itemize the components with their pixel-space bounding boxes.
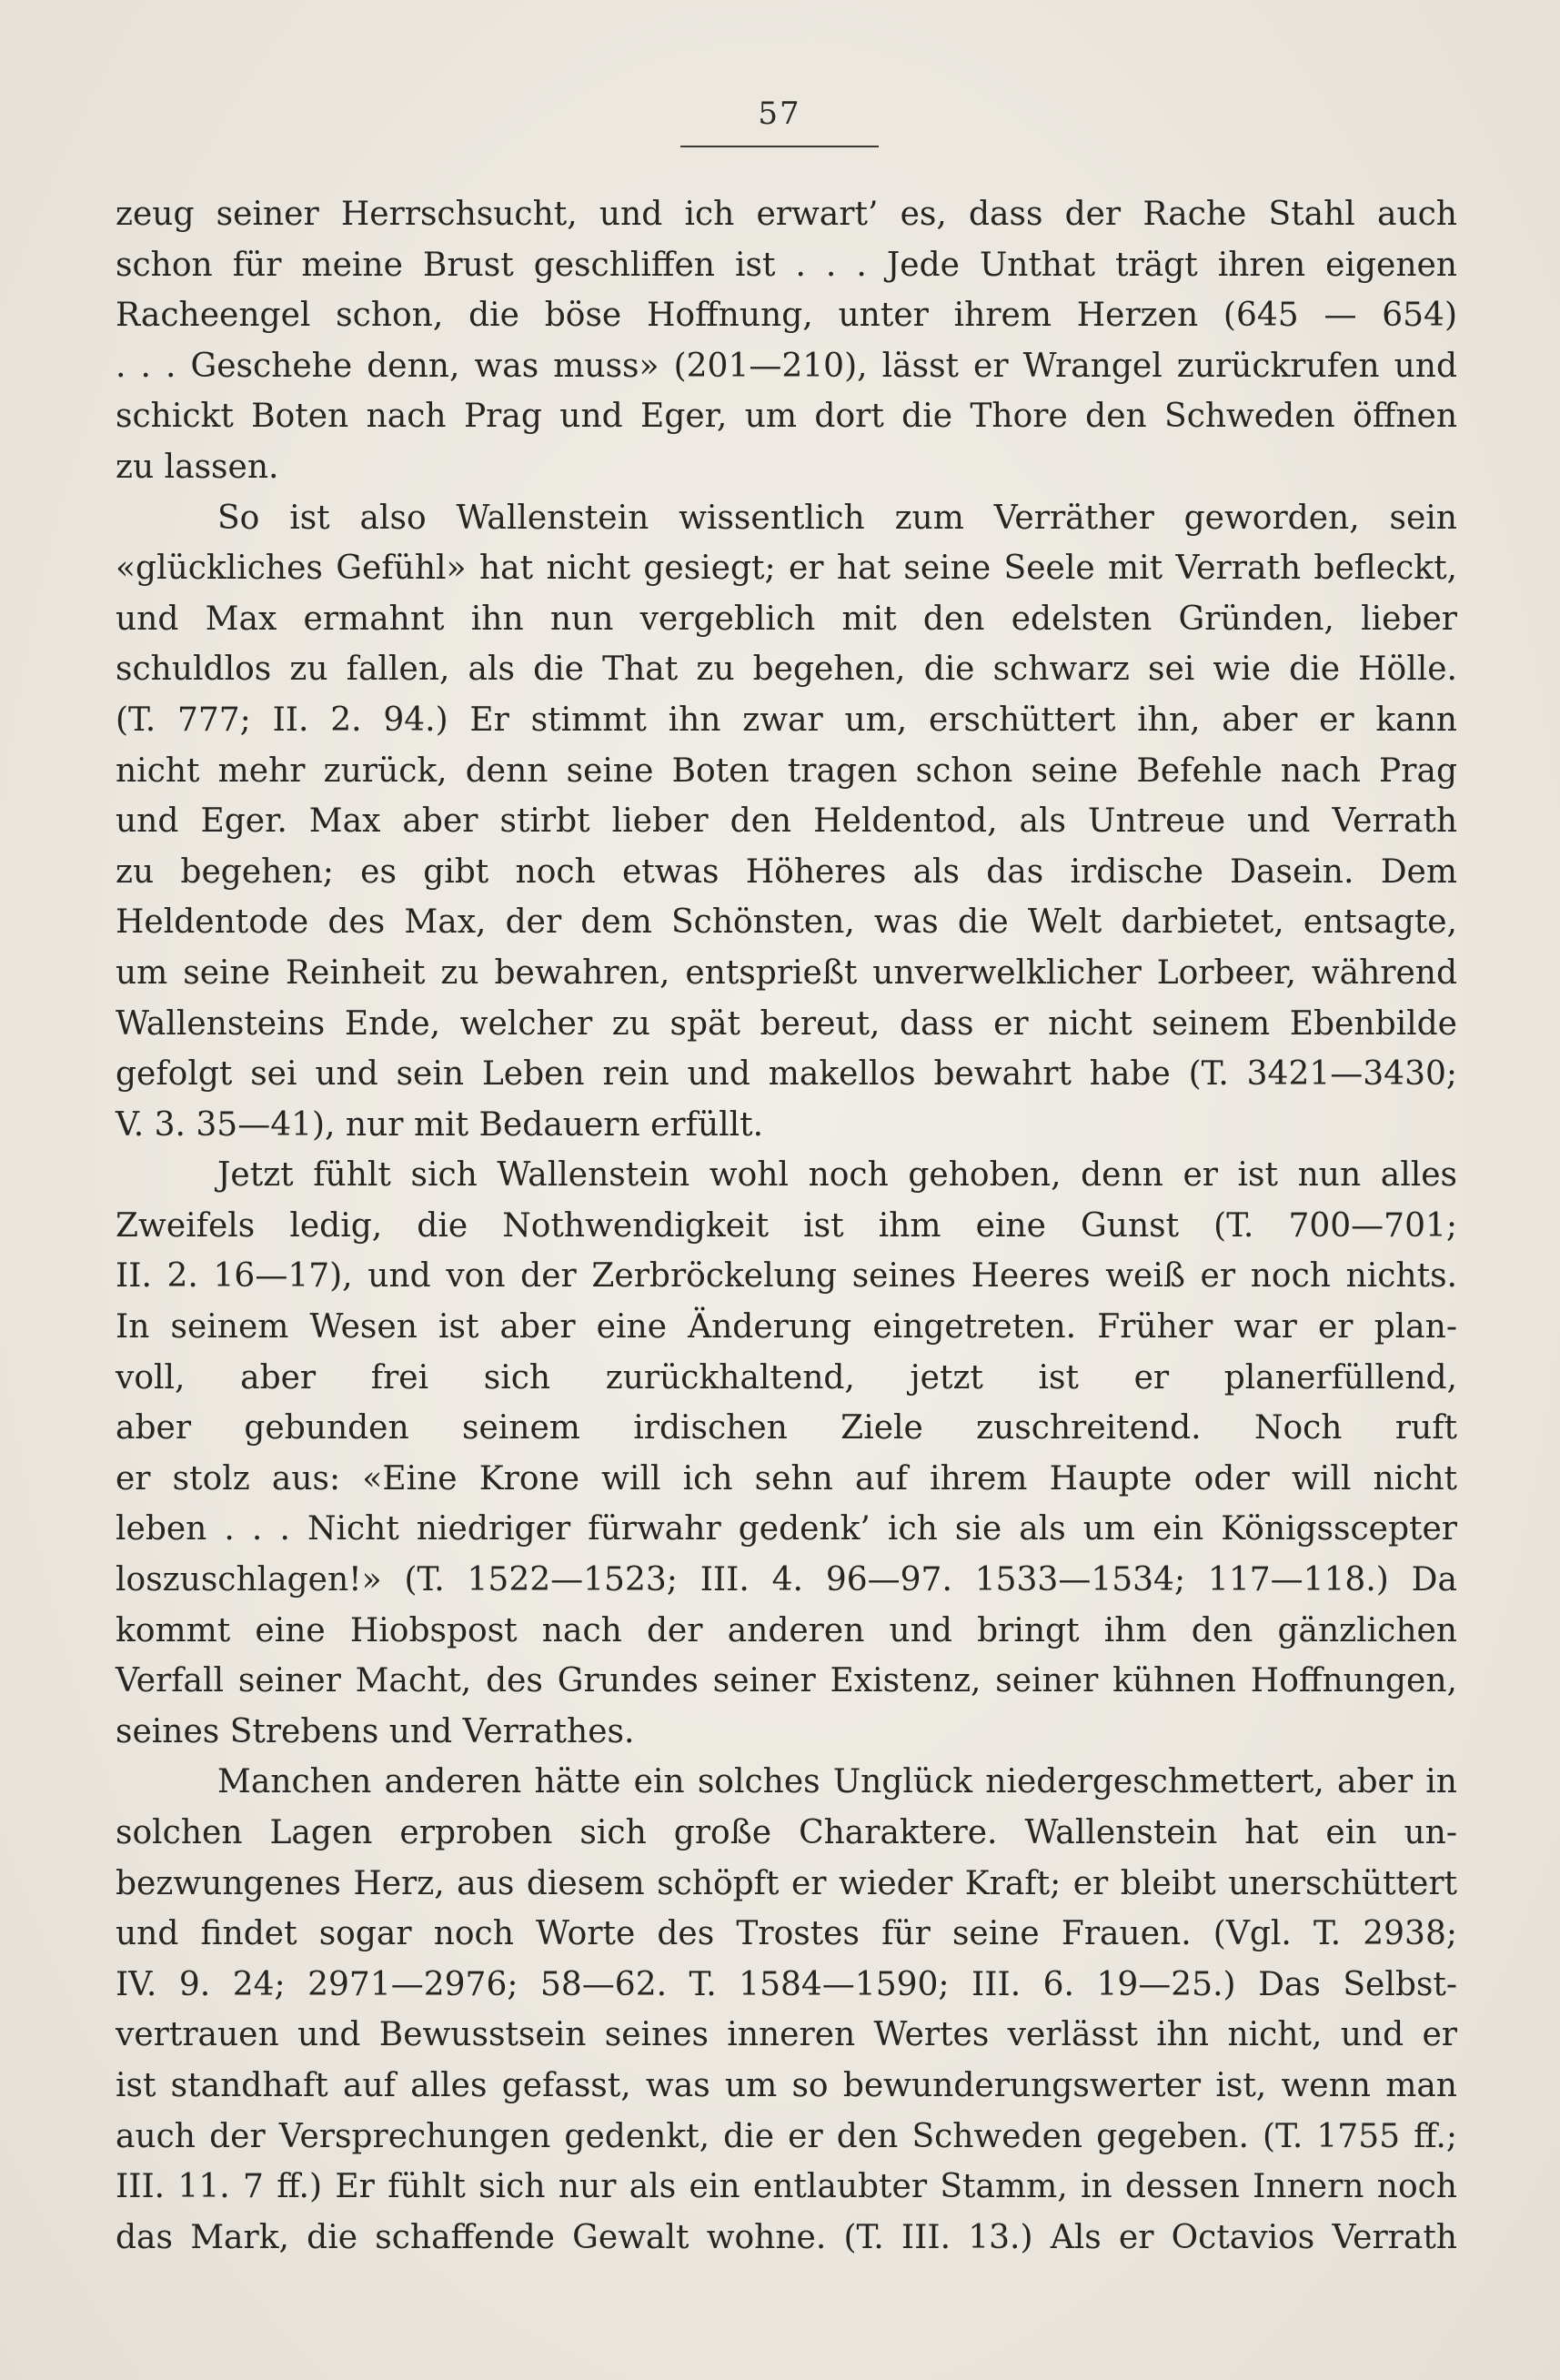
text-line: solchen Lagen erproben sich große Charaktere. Wallenstein hat ein un- [116,1814,1457,1851]
text-line: V. 3. 35—41), nur mit Bedauern erfüllt. [116,1105,764,1144]
text-line: schickt Boten nach Prag und Eger, um dort die Thore den Schweden öffnen [116,398,1457,436]
text-line: das Mark, die schaffende Gewalt wohne. (T. III. 13.) Als er Octavios Verrath [116,2218,1457,2256]
text-line: nicht mehr zurück, denn seine Boten tragen schon seine Befehle nach Prag [116,751,1457,790]
text-line: leben . . . Nicht niedriger fürwahr gedenk’ ich sie als um ein Königsscepter [116,1510,1457,1548]
text-line: Racheengel schon, die böse Hoffnung, unter ihrem Herzen (645 — 654) [116,297,1457,335]
text-line: gefolgt sei und sein Leben rein und makellos bewahrt habe (T. 3421—3430; [116,1055,1457,1094]
text-line: (T. 777; II. 2. 94.) Er stimmt ihn zwar um, erschüttert ihn, aber er kann [116,701,1457,739]
body-text [116,189,1457,2263]
text-line: Manchen anderen hätte ein solches Unglück niedergeschmettert, aber in [217,1763,1457,1801]
text-line: IV. 9. 24; 2971—2976; 58—62. T. 1584—1590; III. 6. 19—25.) Das Selbst- [116,1965,1457,2003]
page-number: 57 [758,96,801,132]
text-line: loszuschlagen!» (T. 1522—1523; III. 4. 96—97. 1533—1534; 117—118.) Da [116,1561,1457,1599]
text-line: So ist also Wallenstein wissentlich zum Verräther geworden, sein [217,499,1457,537]
text-line: Verfall seiner Macht, des Grundes seiner Existenz, seiner kühnen Hoffnungen, [116,1662,1457,1700]
text-line: III. 11. 7 ff.) Er fühlt sich nur als ein entlaubter Stamm, in dessen Innern noch [116,2168,1457,2206]
text-line: um seine Reinheit zu bewahren, entsprießt unverwelklicher Lorbeer, während [116,953,1457,992]
text-line: voll, aber frei sich zurückhaltend, jetzt ist er planerfüllend, [116,1358,1457,1397]
text-line: schon für meine Brust geschliffen ist . . . Jede Unthat trägt ihren eigenen [116,246,1457,284]
text-line: er stolz aus: «Eine Krone will ich sehn auf ihrem Haupte oder will nicht [116,1459,1457,1498]
text-line: zu begehen; es gibt noch etwas Höheres als das irdische Dasein. Dem [116,852,1457,891]
text-line: «glückliches Gefühl» hat nicht gesiegt; er hat seine Seele mit Verrath befleckt, [116,550,1457,588]
text-line: zeug seiner Herrschsucht, und ich erwart’ es, dass der Rache Stahl auch [116,196,1457,233]
text-line: auch der Versprechungen gedenkt, die er den Schweden gegeben. (T. 1755 ff.; [116,2117,1457,2155]
text-line: bezwungenes Herz, aus diesem schöpft er wieder Kraft; er bleibt unerschüttert [116,1864,1457,1902]
page-number-rule [680,146,879,147]
text-line: In seinem Wesen ist aber eine Änderung eingetreten. Früher war er plan- [116,1308,1457,1346]
text-line: . . . Geschehe denn, was muss» (201—210), lässt er Wrangel zurückrufen und [116,347,1457,385]
text-line: Wallensteins Ende, welcher zu spät bereut, dass er nicht seinem Ebenbilde [116,1004,1457,1043]
text-line: Heldentode des Max, der dem Schönsten, was die Welt darbietet, entsagte, [116,903,1457,942]
text-line: und Eger. Max aber stirbt lieber den Heldentod, als Untreue und Verrath [116,802,1457,841]
text-line: und Max ermahnt ihn nun vergeblich mit den edelsten Gründen, lieber [116,600,1457,638]
text-line: seines Strebens und Verrathes. [116,1712,635,1750]
text-line: Zweifels ledig, die Nothwendigkeit ist ihm eine Gunst (T. 700—701; [116,1206,1457,1245]
text-line: kommt eine Hiobspost nach der anderen und bringt ihm den gänzlichen [116,1611,1457,1649]
text-line: und findet sogar noch Worte des Trostes für seine Frauen. (Vgl. T. 2938; [116,1915,1457,1953]
text-line: Jetzt fühlt sich Wallenstein wohl noch gehoben, denn er ist nun alles [217,1156,1457,1195]
text-line: ist standhaft auf alles gefasst, was um so bewunderungswerter ist, wenn man [116,2066,1457,2104]
text-line: vertrauen und Bewusstsein seines inneren Wertes verlässt ihn nicht, und er [116,2016,1457,2054]
text-line: schuldlos zu fallen, als die That zu begehen, die schwarz sei wie die Hölle. [116,650,1457,689]
text-line: aber gebunden seinem irdischen Ziele zuschreitend. Noch ruft [116,1409,1457,1447]
text-line: II. 2. 16—17), und von der Zerbröckelung seines Heeres weiß er noch nichts. [116,1257,1457,1296]
text-line: zu lassen. [116,448,279,486]
